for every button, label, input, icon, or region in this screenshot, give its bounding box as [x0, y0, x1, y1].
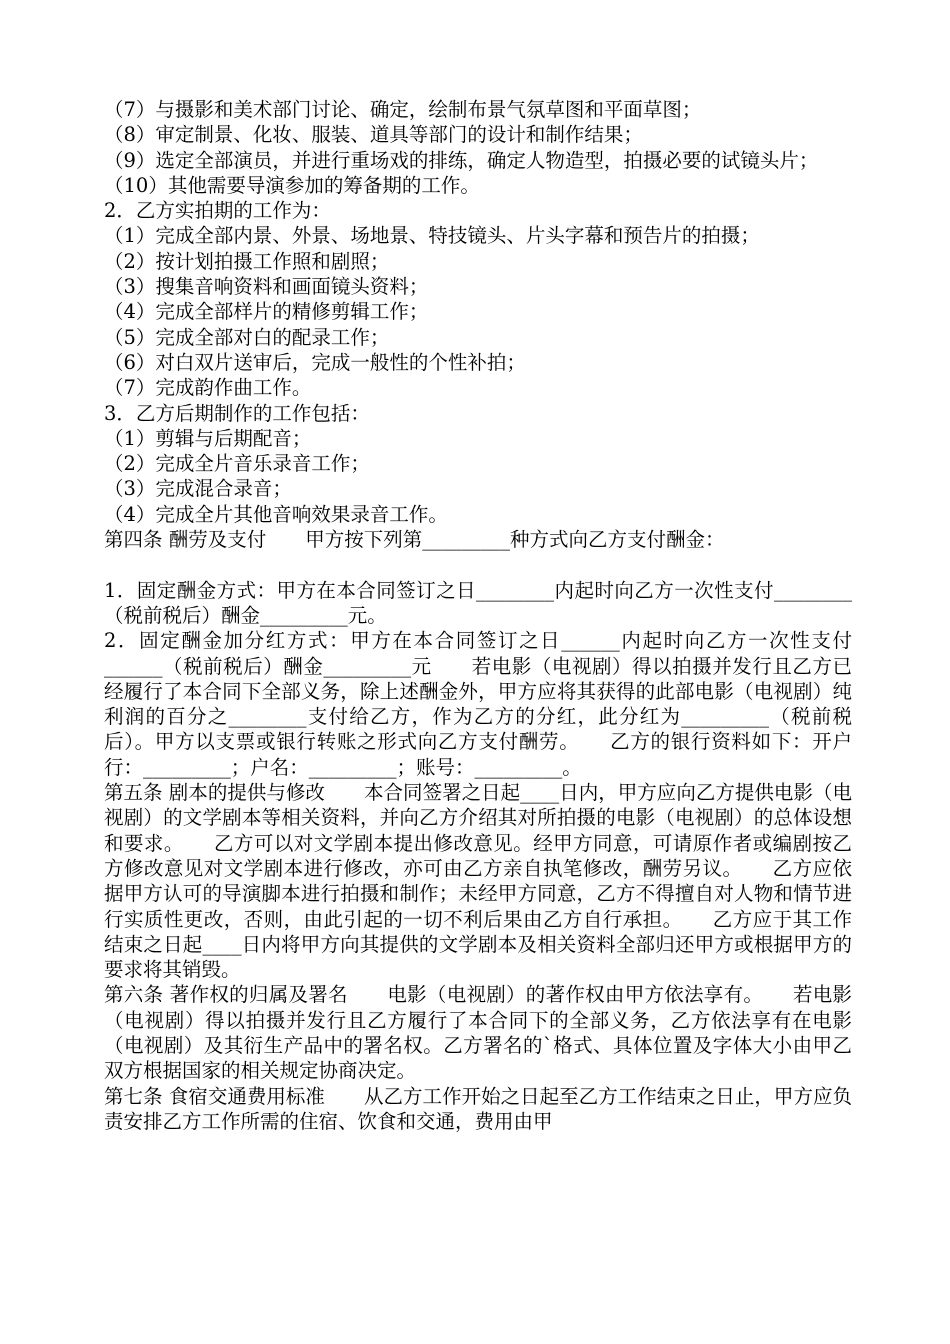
article-5-paragraph: 第五条 剧本的提供与修改 本合同签署之日起____日内，甲方应向乙方提供电影（电视剧）的文学剧本等相关资料，并向乙方介绍其对所拍摄的电影（电视剧）的总体设想和要求。 乙方可以对文学剧本提出修改意见。经甲方同意，可请原作者或编剧按乙方修改意见对文学剧本进行修改，亦可由乙方亲自执笔修改，酬劳另议。 乙方应依据甲方认可的导演脚本进行拍摄和制作；未经甲方同意，乙方不得擅自对人物和情节进行实质性更改，否则，由此引起的一切不利后果由乙方自行承担。 乙方应于其工作结束之日起____日内将甲方向其提供的文学剧本及相关资料全部归还甲方或根据甲方的要求将其销毁。 [104, 781, 852, 982]
paragraph-prep-10: （10）其他需要导演参加的筹备期的工作。 [104, 173, 480, 197]
section-heading-shooting: 2．乙方实拍期的工作为： [104, 199, 331, 223]
paragraph-post-1: （1）剪辑与后期配音； [104, 426, 312, 450]
paragraph-prep-9: （9）选定全部演员，并进行重场戏的排练，确定人物造型，拍摄必要的试镜头片； [104, 148, 819, 172]
paragraph-shoot-1: （1）完成全部内景、外景、场地景、特技镜头、片头字幕和预告片的拍摄； [104, 224, 760, 248]
paragraph-shoot-6: （6）对白双片送审后，完成一般性的个性补拍； [104, 350, 526, 374]
paragraph-fee-plus-bonus: 2．固定酬金加分红方式：甲方在本合同签订之日______内起时向乙方一次性支付______（税前税后）酬金_________元 若电影（电视剧）得以拍摄并发行且乙方已经履行了本合同下全部义务，除上述酬金外，甲方应将其获得的此部电影（电视剧）纯利润的百分之________支付给乙方，作为乙方的分红，此分红为_________（税前税后）。甲方以支票或银行转账之形式向乙方支付酬劳。 乙方的银行资料如下：开户行：_________；户名：_________；账号：_________。 [104, 629, 852, 779]
section-heading-post: 3．乙方后期制作的工作包括： [104, 401, 370, 425]
document-page [104, 97, 852, 1134]
paragraph-prep-7: （7）与摄影和美术部门讨论、确定，绘制布景气氛草图和平面草图； [104, 98, 702, 121]
article-7-paragraph: 第七条 食宿交通费用标准 从乙方工作开始之日起至乙方工作结束之日止，甲方应负责安排乙方工作所需的住宿、饮食和交通，费用由甲 [104, 1084, 852, 1133]
paragraph-post-3: （3）完成混合录音； [104, 477, 292, 501]
paragraph-shoot-7: （7）完成韵作曲工作。 [104, 376, 312, 400]
paragraph-fixed-fee: 1．固定酬金方式：甲方在本合同签订之日________内起时向乙方一次性支付________（税前税后）酬金_________元。 [104, 578, 852, 627]
paragraph-prep-8: （8）审定制景、化妆、服装、道具等部门的设计和制作结果； [104, 123, 643, 147]
paragraph-shoot-3: （3）搜集音响资料和画面镜头资料； [104, 275, 429, 299]
paragraph-shoot-2: （2）按计划拍摄工作照和剧照； [104, 249, 390, 273]
article-6-paragraph: 第六条 著作权的归属及署名 电影（电视剧）的著作权由甲方依法享有。 若电影（电视剧）得以拍摄并发行且乙方履行了本合同下的全部义务，乙方依法享有在电影（电视剧）及其衍生产品中的署名权。乙方署名的`格式、具体位置及字体大小由甲乙双方根据国家的相关规定协商决定。 [104, 983, 852, 1083]
blank-line [104, 552, 852, 577]
paragraph-post-2: （2）完成全片音乐录音工作； [104, 452, 370, 476]
paragraph-post-4: （4）完成全片其他音响效果录音工作。 [104, 502, 448, 526]
article-4-heading: 第四条 酬劳及支付 甲方按下列第_________种方式向乙方支付酬金： [104, 528, 725, 552]
paragraph-shoot-4: （4）完成全部样片的精修剪辑工作； [104, 300, 429, 324]
paragraph-shoot-5: （5）完成全部对白的配录工作； [104, 325, 390, 349]
